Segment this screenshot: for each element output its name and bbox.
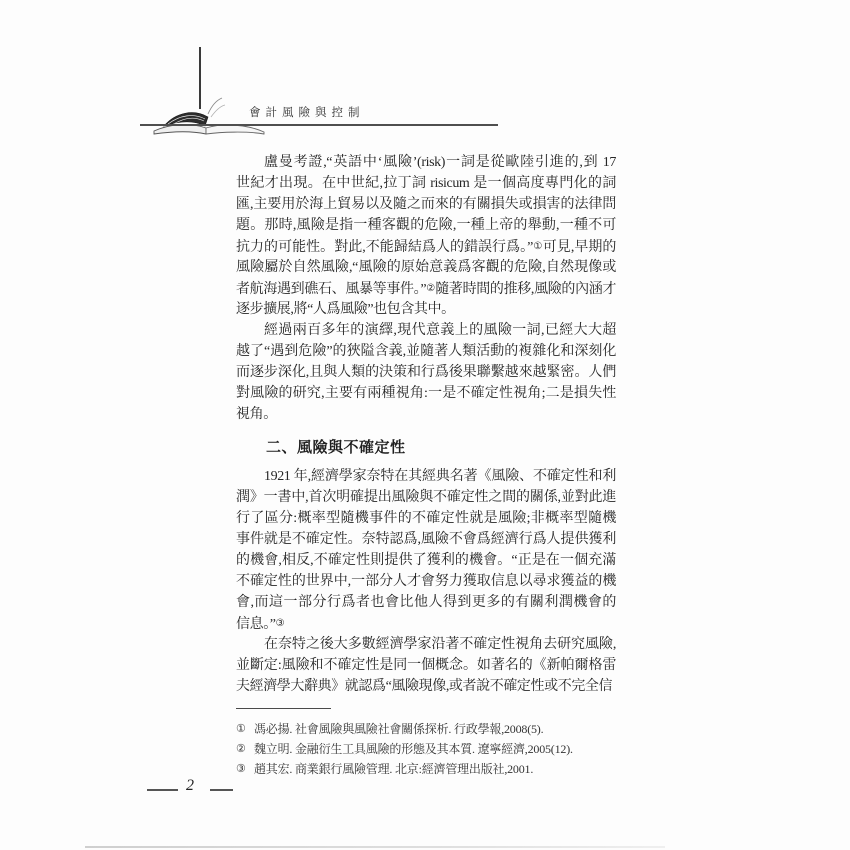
paragraph	[236, 320, 616, 425]
page-number-dash-left	[147, 789, 178, 791]
text-line: 越了“遇到危險”的狹隘含義,並隨著人類活動的複雜化和深刻化	[236, 344, 616, 359]
text-line: 不確定性的世界中,一部分人才會努力獲取信息以尋求獲益的機	[236, 574, 616, 589]
page-number-dash-right	[210, 789, 233, 791]
text-line: 抗力的可能性。對此,不能歸結爲人的錯誤行爲。”①可見,早期的	[236, 240, 616, 255]
footnote-marker: ②	[236, 743, 246, 755]
text-line: 夫經濟學大辭典》就認爲“風險現像,或者說不確定性或不完全信	[236, 679, 613, 694]
text-line: 潤》一書中,首次明確提出風險與不確定性之間的關係,並對此進	[236, 490, 616, 505]
text-line: 1921 年,經濟學家奈特在其經典名著《風險、不確定性和利	[264, 469, 616, 484]
text-line: 匯,主要用於海上貿易以及隨之而來的有關損失或損害的法律問	[236, 197, 616, 212]
paragraph	[236, 152, 616, 320]
text-line: 逐步擴展,將“人爲風險”也包含其中。	[236, 302, 455, 317]
text-line: 信息。”③	[236, 617, 285, 632]
text-line: 對風險的研究,主要有兩種視角:一是不確定性視角;二是損失性	[236, 386, 616, 401]
text-line: 會,而這一部分行爲者也會比他人得到更多的有關利潤機會的	[236, 595, 616, 610]
text-line: 世紀才出現。在中世紀,拉丁詞 risicum 是一個高度專門化的詞	[236, 176, 616, 191]
footnote-marker: ①	[236, 723, 246, 735]
text-line: 並斷定:風險和不確定性是同一個概念。如著名的《新帕爾格雷	[236, 658, 616, 673]
footnote-item	[236, 719, 581, 739]
header-rule-line	[140, 124, 498, 126]
text-line: 風險屬於自然風險,“風險的原始意義爲客觀的危險,自然現像或	[236, 260, 616, 275]
footnote-item	[236, 739, 581, 759]
footnote-ref: ③	[275, 618, 285, 629]
text-line: 者航海遇到礁石、風暴等事件。”②隨著時間的推移,風險的內涵才	[236, 282, 616, 297]
text-line: 的機會,相反,不確定性則提供了獲利的機會。“正是在一個充滿	[236, 553, 616, 568]
text-line: 事件就是不確定性。奈特認爲,風險不會爲經濟行爲人提供獲利	[236, 532, 616, 547]
text-line: 視角。	[236, 407, 277, 422]
footnote-text: 馮必揚. 社會風險與風險社會關係探析. 行政學報,2008(5).	[254, 722, 544, 736]
text-line: 行了區分:概率型隨機事件的不確定性就是風險;非概率型隨機	[236, 511, 616, 526]
section-heading: 二、風險與不確定性	[266, 439, 406, 456]
body-text	[236, 152, 616, 697]
text-line: 在奈特之後大多數經濟學家沿著不確定性視角去研究風險,	[264, 637, 616, 652]
footnote-marker: ③	[236, 763, 246, 775]
footnote-separator-line	[236, 708, 331, 709]
footnotes-list	[236, 719, 581, 779]
footnote-text: 趙其宏. 商業銀行風險管理. 北京:經濟管理出版社,2001.	[254, 762, 534, 776]
text-line: 題。那時,風險是指一種客觀的危險,一種上帝的舉動,一種不可	[236, 218, 616, 233]
text-line: 經過兩百多年的演繹,現代意義上的風險一詞,已經大大超	[264, 323, 616, 338]
paragraph	[236, 466, 616, 634]
scan-page-edge	[85, 846, 665, 848]
footnote-item	[236, 759, 581, 779]
text-line: 盧曼考證,“英語中‘風險’(risk)一詞是從歐陸引進的,到 17	[264, 155, 616, 170]
footnote-text: 魏立明. 金融衍生工具風險的形態及其本質. 遼寧經濟,2005(12).	[254, 742, 573, 756]
footnote-ref: ①	[532, 241, 543, 252]
footnote-ref: ②	[426, 283, 436, 294]
paragraph	[236, 634, 616, 697]
text-line: 而逐步深化,且與人類的決策和行爲後果聯繫越來越緊密。人們	[236, 365, 616, 380]
page-number: 2	[186, 777, 194, 794]
running-head-title: 會計風險與控制	[249, 107, 365, 119]
